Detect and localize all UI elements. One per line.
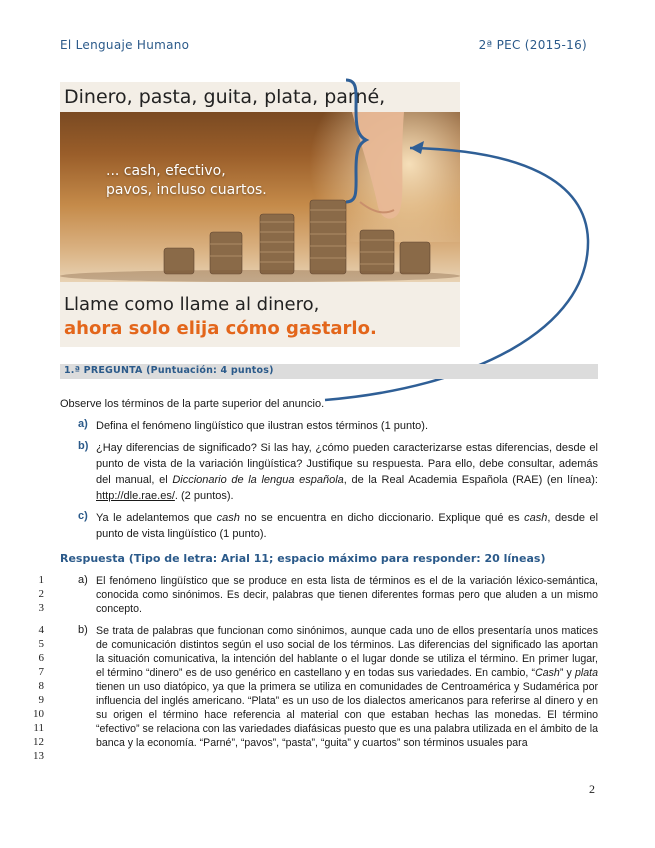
line-number: 6 xyxy=(38,652,44,664)
line-number: 5 xyxy=(38,638,44,650)
line-number: 11 xyxy=(33,722,44,734)
ad-headline: Dinero, pasta, guita, plata, parné, xyxy=(64,86,386,108)
line-number: 1 xyxy=(38,574,44,586)
line-number: 4 xyxy=(38,624,44,636)
ad-call-to-action: ahora solo elija cómo gastarlo. xyxy=(64,318,377,339)
response-heading: Respuesta (Tipo de letra: Arial 11; espacio máximo para responder: 20 líneas) xyxy=(60,552,546,565)
item-c-text: Ya le adelantemos que cash no se encuentra en dicho diccionario. Explique qué es cash, desde el punto de vista lingüístico (1 punto). xyxy=(96,512,599,540)
line-number: 7 xyxy=(38,666,44,678)
answer-b-text: Se trata de palabras que funcionan como sinónimos, aunque cada uno de ellos presentaría unos matices de comunicación distintos según el uso social de los términos. Las diferencias del significado las aportan la situación comunicativa, la intención del hablante o el lugar donde se utiliza el término. En primer lugar, el término “dinero” es de uso genérico en castellano y en todas sus variedades. En cambio, “Cash” y plata tienen un uso diatópico, ya que la primera se utiliza en comunidades de Centroamérica y Sudamérica por influencia del inglés americano. “Plata” es un uso de los dialectos americanos para referirse al dinero y en su origen el término hace referencia al material con que estaban hechas las monedas. El término “efectivo” se relaciona con las variedades diafásicas puesto que es una palabra utilizada en el ámbito de la banca y la economía. “Parné”, “pavos”, “pasta”, “guita” y cuartos” son términos usuales para xyxy=(96,625,598,749)
rae-dictionary-link[interactable]: http://dle.rae.es/ xyxy=(96,490,175,502)
line-number: 3 xyxy=(38,602,44,614)
line-number: 9 xyxy=(38,694,44,706)
item-a-label: a) xyxy=(78,418,88,430)
running-header-pec: 2ª PEC (2015-16) xyxy=(478,38,587,52)
page-number: 2 xyxy=(589,782,595,796)
item-b-label: b) xyxy=(78,440,89,452)
line-number: 10 xyxy=(33,708,44,720)
line-number: 13 xyxy=(33,750,44,762)
ad-tagline: Llame como llame al dinero, xyxy=(64,294,320,315)
question-title: 1.ª PREGUNTA (Puntuación: 4 puntos) xyxy=(64,365,274,376)
item-a-text: Defina el fenómeno lingüístico que ilustran estos términos (1 punto). xyxy=(96,420,429,432)
running-header-title: El Lenguaje Humano xyxy=(60,38,190,52)
item-c-label: c) xyxy=(78,510,88,522)
answer-a-label: a) xyxy=(78,574,88,586)
line-number: 12 xyxy=(33,736,44,748)
ad-subtext: ... cash, efectivo, pavos, incluso cuartos. xyxy=(106,163,267,198)
item-b-text: ¿Hay diferencias de significado? Si las hay, ¿cómo pueden caracterizarse estas diferencias, desde el punto de vista de la variación lingüística? Justifique su respuesta. Para ello, debe consultar, además del manual, el Diccionario de la lengua española, de la Real Academia Española (RAE) (en línea): http://dle.rae.es/. (2 puntos). xyxy=(96,442,598,502)
line-number: 8 xyxy=(38,680,44,692)
question-intro: Observe los términos de la parte superior del anuncio. xyxy=(60,398,325,410)
answer-b-label: b) xyxy=(78,624,88,636)
answer-a-text: El fenómeno lingüístico que se produce en esta lista de términos es el de la variación léxico-semántica, conocida como sinónimos. Es decir, palabras que tienen diferentes formas pero que aluden a un mismo concepto. xyxy=(96,575,598,615)
line-number: 2 xyxy=(38,588,44,600)
